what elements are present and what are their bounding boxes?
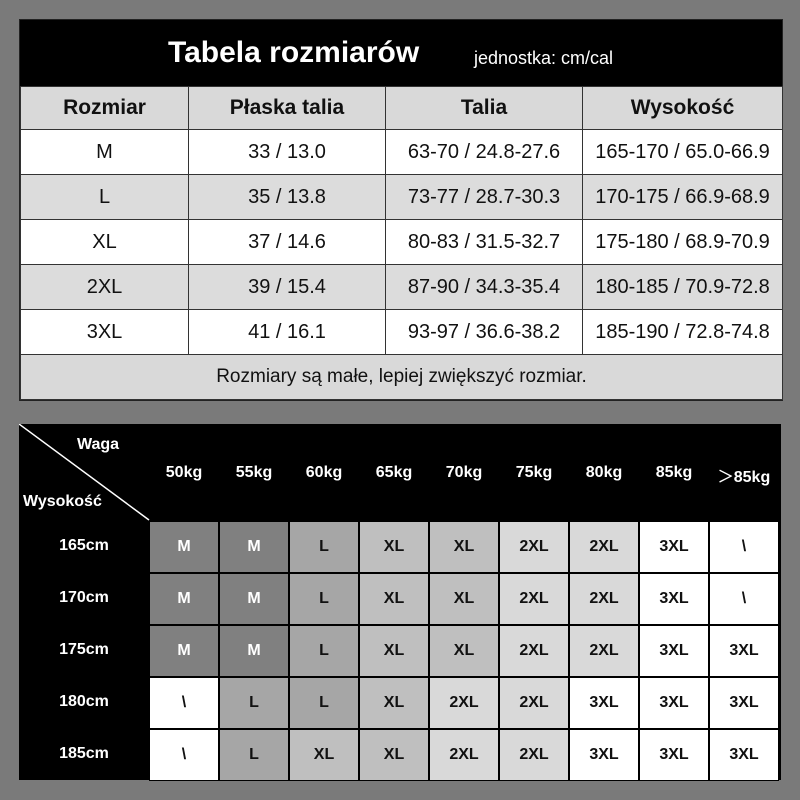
size-cell: 2XL xyxy=(499,573,569,625)
size-cell: XL xyxy=(429,573,499,625)
size-cell: XL xyxy=(359,521,429,573)
table-cell: 165-170 / 65.0-66.9 xyxy=(583,130,783,175)
table-cell: XL xyxy=(21,220,189,265)
size-cell: M xyxy=(149,625,219,677)
table-cell: L xyxy=(21,175,189,220)
size-cell: 2XL xyxy=(429,677,499,729)
table-cell: 185-190 / 72.8-74.8 xyxy=(583,310,783,355)
size-table-header-row xyxy=(21,87,783,130)
weight-header: 75kg xyxy=(515,464,553,481)
table-cell: 2XL xyxy=(21,265,189,310)
table-cell: 37 / 14.6 xyxy=(189,220,386,265)
note-row xyxy=(21,355,783,400)
size-cell: L xyxy=(289,573,359,625)
size-table xyxy=(20,86,783,400)
table-cell: 63-70 / 24.8-27.6 xyxy=(386,130,583,175)
size-cell: 2XL xyxy=(499,677,569,729)
table-row xyxy=(21,175,783,220)
size-cell: L xyxy=(219,729,289,781)
size-cell: 2XL xyxy=(429,729,499,781)
table-cell: 170-175 / 66.9-68.9 xyxy=(583,175,783,220)
size-cell: M xyxy=(219,625,289,677)
weight-header: 50kg xyxy=(165,464,203,481)
size-cell: M xyxy=(219,521,289,573)
size-cell: 2XL xyxy=(499,625,569,677)
weight-header: 85kg xyxy=(655,464,693,481)
table-cell: 80-83 / 31.5-32.7 xyxy=(386,220,583,265)
height-header: 175cm xyxy=(59,641,109,658)
height-axis-label: Wysokość xyxy=(23,493,102,510)
size-cell: L xyxy=(219,677,289,729)
weight-height-chart xyxy=(19,424,781,780)
table-cell: 41 / 16.1 xyxy=(189,310,386,355)
weight-header: ＞85kg xyxy=(717,469,771,486)
table-cell: 3XL xyxy=(21,310,189,355)
size-cell: 3XL xyxy=(709,677,779,729)
weight-header: 70kg xyxy=(445,464,483,481)
size-cell: \ xyxy=(709,521,779,573)
table-cell: M xyxy=(21,130,189,175)
table-row xyxy=(21,310,783,355)
table-cell: 180-185 / 70.9-72.8 xyxy=(583,265,783,310)
size-cell: 3XL xyxy=(569,729,639,781)
weight-header: 65kg xyxy=(375,464,413,481)
size-cell: M xyxy=(149,521,219,573)
unit-label: jednostka: cm/cal xyxy=(474,48,614,68)
size-cell: 3XL xyxy=(639,521,709,573)
size-cell: 2XL xyxy=(569,625,639,677)
size-cell: 2XL xyxy=(569,573,639,625)
title-bar xyxy=(20,20,782,86)
size-cell: M xyxy=(149,573,219,625)
size-cell: 3XL xyxy=(639,729,709,781)
size-table-panel xyxy=(19,19,783,401)
size-cell: L xyxy=(289,625,359,677)
weight-axis-label: Waga xyxy=(77,436,120,453)
size-cell: XL xyxy=(359,729,429,781)
weight-header: 80kg xyxy=(585,464,623,481)
size-cell: XL xyxy=(359,677,429,729)
size-cell: XL xyxy=(429,625,499,677)
size-cell: L xyxy=(289,677,359,729)
size-cell: L xyxy=(289,521,359,573)
height-header: 165cm xyxy=(59,537,109,554)
height-header: 185cm xyxy=(59,745,109,762)
size-cell: 3XL xyxy=(639,677,709,729)
table-cell: 35 / 13.8 xyxy=(189,175,386,220)
header-flat-waist: Płaska talia xyxy=(189,87,386,130)
table-row xyxy=(21,130,783,175)
size-cell: 3XL xyxy=(709,729,779,781)
size-cell: XL xyxy=(429,521,499,573)
table-cell: 73-77 / 28.7-30.3 xyxy=(386,175,583,220)
table-cell: 39 / 15.4 xyxy=(189,265,386,310)
size-table-title: Tabela rozmiarów xyxy=(168,36,420,69)
size-note: Rozmiary są małe, lepiej zwiększyć rozmiar. xyxy=(21,355,783,400)
table-row xyxy=(21,220,783,265)
size-cell: 3XL xyxy=(569,677,639,729)
size-cell: 2XL xyxy=(499,729,569,781)
header-height: Wysokość xyxy=(583,87,783,130)
table-cell: 87-90 / 34.3-35.4 xyxy=(386,265,583,310)
size-cell: \ xyxy=(149,677,219,729)
header-waist: Talia xyxy=(386,87,583,130)
height-header: 180cm xyxy=(59,693,109,710)
size-cell: \ xyxy=(709,573,779,625)
size-cell: 2XL xyxy=(499,521,569,573)
weight-header: 55kg xyxy=(235,464,273,481)
size-cell: 3XL xyxy=(639,573,709,625)
table-cell: 175-180 / 68.9-70.9 xyxy=(583,220,783,265)
size-cell: XL xyxy=(289,729,359,781)
size-cell: M xyxy=(219,573,289,625)
size-cell: 2XL xyxy=(569,521,639,573)
table-cell: 33 / 13.0 xyxy=(189,130,386,175)
table-cell: 93-97 / 36.6-38.2 xyxy=(386,310,583,355)
size-cell: XL xyxy=(359,573,429,625)
size-cell: \ xyxy=(149,729,219,781)
height-header: 170cm xyxy=(59,589,109,606)
table-row xyxy=(21,265,783,310)
size-cell: 3XL xyxy=(639,625,709,677)
size-cell: 3XL xyxy=(709,625,779,677)
weight-header: 60kg xyxy=(305,464,343,481)
size-cell: XL xyxy=(359,625,429,677)
header-rozmiar: Rozmiar xyxy=(21,87,189,130)
